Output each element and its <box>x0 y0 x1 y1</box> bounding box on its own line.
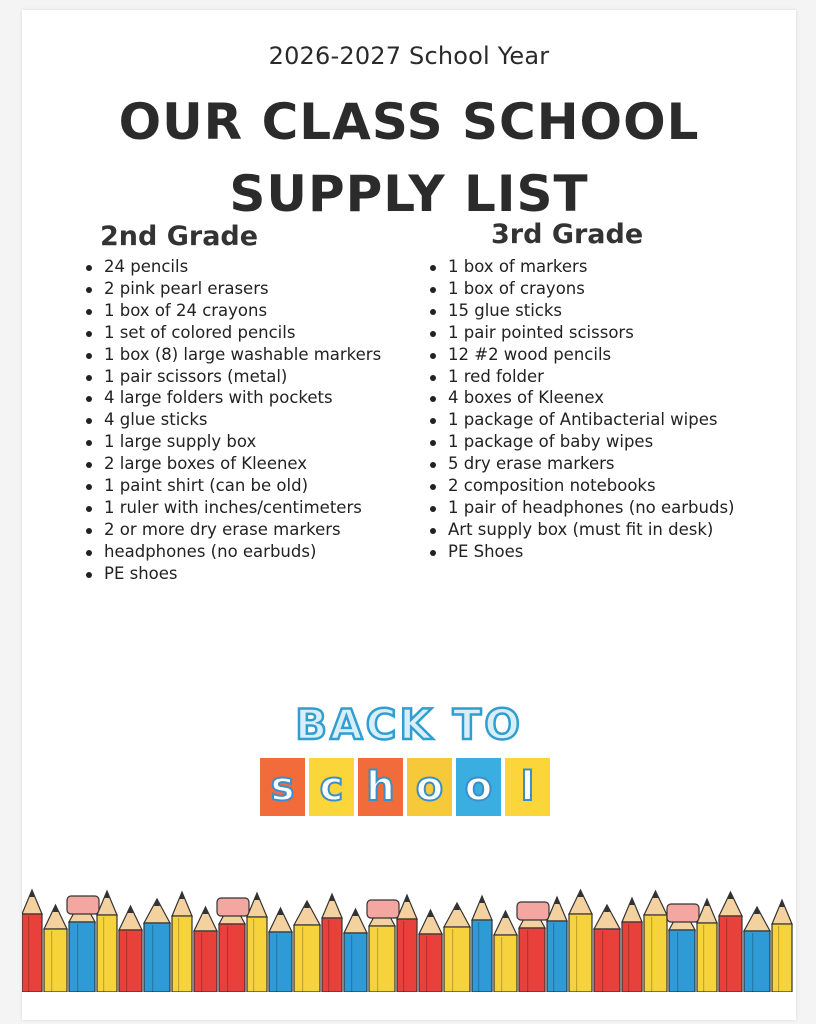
eraser-icon <box>67 896 99 914</box>
back-to-school-logo <box>254 700 564 830</box>
school-year: 2026-2027 School Year <box>268 42 550 70</box>
list-item: 5 dry erase markers <box>448 453 734 475</box>
pencil-icon <box>517 902 549 992</box>
pencil-icon <box>772 900 792 992</box>
page-title-line2: SUPPLY LIST <box>229 165 589 223</box>
eraser-icon <box>667 904 699 922</box>
pencil-icon <box>547 897 567 992</box>
logo-back-to-text: BACK TO <box>295 700 523 749</box>
pencil-icon <box>622 898 642 992</box>
list-item: 2 pink pearl erasers <box>104 278 381 300</box>
pencil-icon <box>194 907 217 992</box>
pencil-icon <box>322 894 342 992</box>
list-item: 1 pair pointed scissors <box>448 322 734 344</box>
list-item: 1 pair scissors (metal) <box>104 366 381 388</box>
list-item: 1 box of crayons <box>448 278 734 300</box>
list-item: 4 glue sticks <box>104 409 381 431</box>
list-item: 1 box of markers <box>448 256 734 278</box>
list-item: 1 package of Antibacterial wipes <box>448 409 734 431</box>
pencil-icon <box>67 896 99 992</box>
pencil-icon <box>119 906 142 992</box>
list-item: headphones (no earbuds) <box>104 541 381 563</box>
list-item: 1 ruler with inches/centimeters <box>104 497 381 519</box>
list-item: 1 package of baby wipes <box>448 431 734 453</box>
pencil-icon <box>744 907 770 992</box>
third-grade-list <box>422 256 734 563</box>
third-grade-heading: 3rd Grade <box>491 219 644 250</box>
list-item: PE shoes <box>104 563 381 585</box>
pencil-icon <box>697 899 717 992</box>
pencil-icon <box>644 891 667 992</box>
pencil-icon <box>172 892 192 992</box>
list-item: 1 large supply box <box>104 431 381 453</box>
second-grade-list <box>78 256 381 585</box>
list-item: 1 box (8) large washable markers <box>104 344 382 364</box>
list-item: 4 boxes of Kleenex <box>448 387 734 409</box>
pencil-icon <box>397 895 417 992</box>
pencil-icon <box>569 890 592 992</box>
logo-letter-block: s <box>260 758 305 816</box>
pencil-icon <box>247 893 267 992</box>
logo-letter-block: l <box>505 758 550 816</box>
supply-list-page <box>22 10 796 1020</box>
eraser-icon <box>367 900 399 918</box>
list-item: PE Shoes <box>448 541 734 563</box>
pencil-icon <box>419 910 442 992</box>
logo-school-blocks <box>260 758 550 816</box>
colored-pencils-border-icon <box>22 880 796 992</box>
pencil-icon <box>444 903 470 992</box>
pencil-icon <box>44 905 67 992</box>
list-item: 2 large boxes of Kleenex <box>104 453 381 475</box>
pencil-icon <box>294 901 320 992</box>
pencil-icon <box>472 896 492 992</box>
list-item: 12 #2 wood pencils <box>448 344 734 366</box>
list-item: 2 or more dry erase markers <box>104 519 381 541</box>
list-item: 1 paint shirt (can be old) <box>104 475 381 497</box>
pencil-icon <box>217 898 249 992</box>
list-item: 24 pencils <box>104 256 381 278</box>
list-item: 2 composition notebooks <box>448 475 734 497</box>
logo-letter-block: o <box>407 758 452 816</box>
logo-letter-block: h <box>358 758 403 816</box>
pencil-icon <box>719 892 742 992</box>
list-item: 1 box of 24 crayons <box>104 300 381 322</box>
list-item: Art supply box (must fit in desk) <box>448 519 734 541</box>
list-item: 1 pair of headphones (no earbuds) <box>448 497 735 517</box>
pencil-icon <box>594 905 620 992</box>
pencil-icon <box>144 899 170 992</box>
second-grade-column <box>78 221 381 585</box>
pencil-icon <box>667 904 699 992</box>
pencil-icon <box>269 908 292 992</box>
pencil-icon <box>494 911 517 992</box>
list-item: 1 set of colored pencils <box>104 322 381 344</box>
eraser-icon <box>217 898 249 916</box>
pencil-icon <box>344 909 367 992</box>
logo-letter-block: o <box>456 758 501 816</box>
list-item: 15 glue sticks <box>448 300 734 322</box>
third-grade-column <box>422 219 734 563</box>
eraser-icon <box>517 902 549 920</box>
second-grade-heading: 2nd Grade <box>100 221 259 252</box>
logo-letter-block: c <box>309 758 354 816</box>
pencil-icon <box>367 900 399 992</box>
list-item: 4 large folders with pockets <box>104 387 381 409</box>
page-title-line1: OUR CLASS SCHOOL <box>118 93 700 151</box>
list-item: 1 red folder <box>448 366 734 388</box>
pencil-icon <box>97 891 117 992</box>
pencil-icon <box>22 890 42 992</box>
